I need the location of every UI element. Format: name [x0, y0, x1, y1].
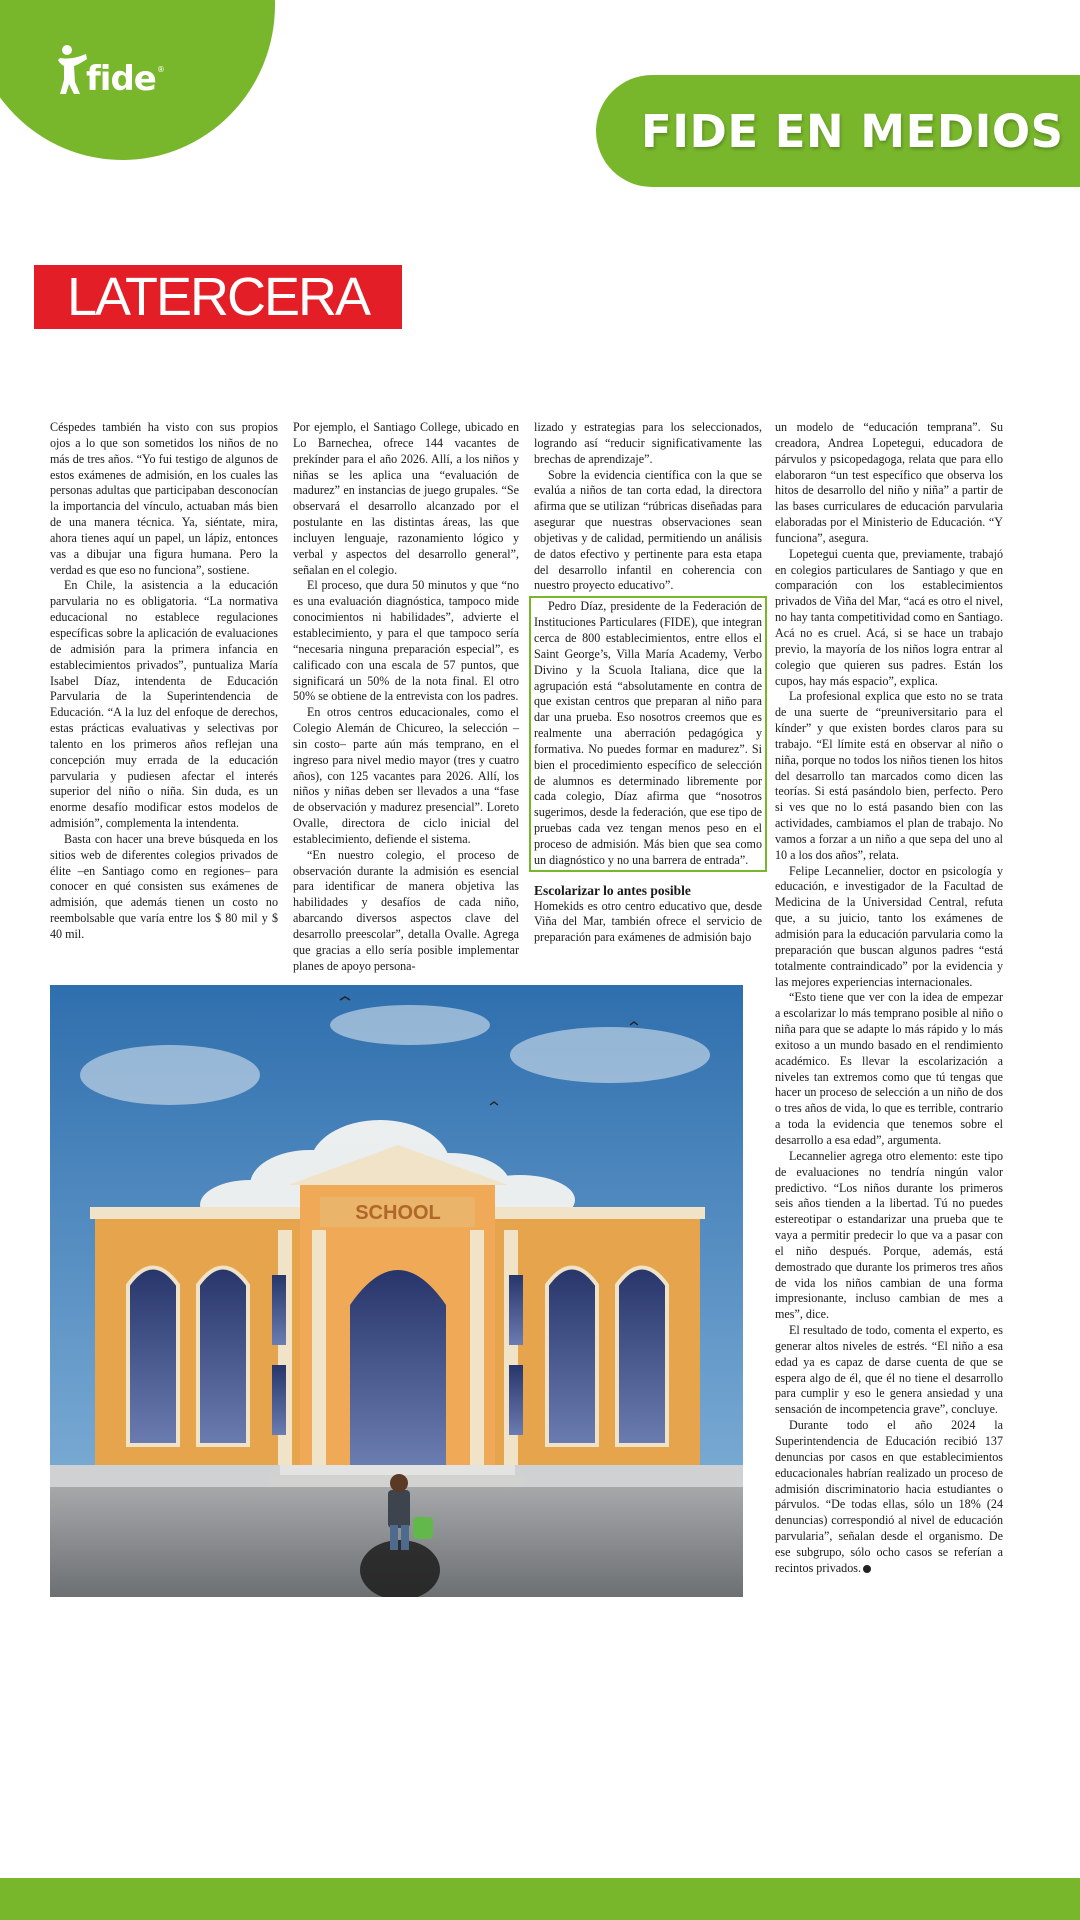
school-illustration: [50, 985, 743, 1597]
masthead-title: LATERCERA: [66, 267, 370, 327]
paragraph: “En nuestro colegio, el proceso de observación durante la admisión es esencial para identificar de manera objetiva las habilidades y desafíos de cada niño, abarcando diversos aspectos clave del desarrollo preescolar”, detalla Ovalle. Agrega que gracias a ello sería posible implementar planes de apoyo persona-: [293, 847, 519, 973]
paragraph: lizado y estrategias para los seleccionados, logrando así “reducir significativamente las brechas de aprendizaje”.: [534, 420, 762, 466]
paragraph: El proceso, que dura 50 minutos y que “no es una evaluación diagnóstica, tampoco mide conocimientos ni habilidades”, advierte el establecimiento, y para el que tampoco sería “necesaria ninguna preparación especial”, es calificado con una escala de 57 puntos, que significará un 50% de la nota final. El otro 50% se obtiene de la entrevista con los padres.: [293, 578, 519, 704]
paragraph: En otros centros educacionales, como el Colegio Alemán de Chicureo, la selección –sin costo– parte aún más temprano, en el ingreso para nivel medio mayor (tres y cuatro años), con 125 vacantes para 2026. Allí, los niños y niñas deben ser llevados a una “fase de observación y madurez presencial”. Loreto Ovalle, directora de ciclo inicial del establecimiento, defiende el sistema.: [293, 705, 519, 846]
jumping-figure-icon: [58, 44, 88, 96]
highlighted-paragraph: Pedro Díaz, presidente de la Federación de Instituciones Particulares (FIDE), que integran cerca de 800 establecimientos, entre ellos el Saint George’s, Villa María Academy, Verbo Divino y la Scuola Italiana, dice que la agrupación está “absolutamente en contra de que existan centros que preparan al niño para dar una prueba. Eso nosotros creemos que es realmente una aberración pedagógica y formativa. No puedes formar en madurez”. Si bien el procedimiento específico de selección de alumnos es determinado libremente por cada colegio, Díaz afirma que “nosotros sugerimos, desde la federación, que ese tipo de pruebas cada vez tengan menos peso en el proceso de admisión. Más bien que sea como un diagnóstico y no una barrera de entrada”.: [534, 599, 762, 867]
paragraph: Por ejemplo, el Santiago College, ubicado en Lo Barnechea, ofrece 144 vacantes de prekínder para el año 2026. Allí, a los niños y niñas se les aplica una “evaluación de madurez” en instancias de juego grupales. “Se observará el desarrollo alcanzado por el postulante en las distintas áreas, las que incluyen lenguaje, razonamiento lógico y verbal y aspectos del desarrollo general”, señalan en el colegio.: [293, 420, 519, 577]
paragraph: Felipe Lecannelier, doctor en psicología y educación, e investigador de la Facultad de Medicina de la Universidad Central, refuta que, a su juicio, tanto los exámenes de admisión para la educación parvularia como la preparación que buscan algunos padres “está totalmente contraindicado” por la evidencia y las mejores experiencias internacionales.: [775, 863, 1003, 989]
paragraph: La profesional explica que esto no se trata de una suerte de “preuniversitario para el kínder” y que existen bordes claros para su trabajo. “El límite está en observar al niño o niña, porque no todos los niños tienen los hitos del desarrollo tan marcados como dicen las teorías. Si está pasándolo bien, perfecto. Pero si ves que no lo está pasando bien con las actividades, cambiamos el plan de trabajo. No vamos a forzar a un niño a que sepa del uno al 10 a los dos años”, relata.: [775, 689, 1003, 862]
fide-quote-highlight: [529, 596, 767, 871]
paragraph: Céspedes también ha visto con sus propios ojos a lo que son sometidos los niños de no más de tres años. “Yo fui testigo de algunos de estos exámenes de admisión, en los cuales las personas adultas que participaban desconocían la importancia del vínculo, actuaban más bien de una manera técnica. Ya, siéntate, mira, ahora tienes aquí un papel, un lápiz, entonces vas a dibujar una figura humana. Pero la verdad es que eso no funciona”, sostiene.: [50, 420, 278, 577]
paragraph: un modelo de “educación temprana”. Su creadora, Andrea Lopetegui, educadora de párvulos y psicopedagoga, relata que para ello elaboraron “un test específico que observa los hitos de desarrollo del niño y niña” a partir de las bases curriculares de educación parvularia elaboradas por el Ministerio de Educación. “Y funciona”, asegura.: [775, 420, 1003, 545]
school-sign: SCHOOL: [355, 1202, 441, 1224]
end-of-article-icon: [863, 1565, 871, 1573]
paragraph: Lecannelier agrega otro elemento: este tipo de evaluaciones no tendría ningún valor predictivo. “Los niños durante los primeros seis años tienden a la libertad. Tú no puedes estereotipar o estandarizar una prueba que te vaya a permitir predecir lo que va a pasar con el niño después. Porque, además, está demostrado que durante los primeros tres años de vida los niños cambian de una forma impresionante, incluso cambian de mes a mes”, dice.: [775, 1148, 1003, 1322]
article-column-1: [50, 420, 278, 943]
paragraph: En Chile, la asistencia a la educación parvularia no es obligatoria. “La normativa educacional no establece regulaciones específicas sobre la aplicación de evaluaciones de admisión para la primera infancia en establecimientos privados”, puntualiza María Isabel Díaz, intendenta de Educación Parvularia de la Superintendencia de Educación. “A la luz del enfoque de derechos, estas prácticas evaluativas y selectivas por talento en los primeros años reflejan una concepción muy errada de la educación parvularia y pudiesen afectar el interés superior del niño o niña. Sin duda, es un enorme desafío modificar estos modelos de admisión”, complementa la intendenta.: [50, 578, 278, 831]
section-title: FIDE EN MEDIOS: [641, 104, 1064, 158]
article-column-2: [293, 420, 519, 975]
paragraph: Homekids es otro centro educativo que, desde Viña del Mar, también ofrece el servicio de preparación para exámenes de admisión bajo: [534, 898, 762, 945]
newspaper-masthead: [34, 265, 402, 329]
paragraph: Sobre la evidencia científica con la que se evalúa a niños de tan corta edad, la directora afirma que se utilizan “rúbricas diseñadas para asegurar que nuestras observaciones sean objetivas y de calidad, permitiendo un análisis de datos efectivo y pertinente para esta etapa del desarrollo infantil en coherencia con nuestro proyecto educativo”.: [534, 467, 762, 593]
paragraph: Basta con hacer una breve búsqueda en los sitios web de diferentes colegios privados de élite –en Santiago como en regiones– para conocer en qué consisten sus exámenes de admisión, que además tienen un costo no reembolsable que varía entre los $ 80 mil y $ 40 mil.: [50, 831, 278, 941]
registered-mark: ®: [156, 65, 165, 74]
section-banner: [596, 75, 1080, 187]
fide-logo[interactable]: [58, 44, 165, 99]
paragraph: El resultado de todo, comenta el experto, es generar altos niveles de estrés. “El niño a esa edad ya es capaz de darse cuenta de que se espera algo de él, que él no tiene el desarrollo para cumplir y eso le genera ansiedad y una sensación de incompetencia grave”, concluye.: [775, 1323, 1003, 1417]
logo-wordmark: fide: [86, 59, 156, 99]
article-subheading: Escolarizar lo antes posible: [534, 882, 691, 898]
article-column-4: [775, 420, 1003, 1577]
article-column-3: [534, 420, 762, 946]
paragraph: “Esto tiene que ver con la idea de empezar a escolarizar lo más temprano posible al niño o niña para que se adapte lo más rápido y lo más exitoso a un mundo basado en el rendimiento académico. Es llevar la escolarización a niveles tan extremos como que tú tengas que hacer un proceso de selección a un niño de dos o tres años de vida, lo que es terrible, contrario a toda la evidencia que tenemos sobre el desarrollo a esa edad”, argumenta.: [775, 990, 1003, 1147]
paragraph: Durante todo el año 2024 la Superintendencia de Educación recibió 137 denuncias por casos en que establecimientos educacionales habrían realizado un proceso de admisión discriminatorio hacia estudiantes o párvulos. “De todas ellas, sólo un 18% (24 denuncias) correspondió al nivel de educación parvularia”, señalan desde el organismo. De ese subgrupo, sólo ocho casos se referían a recintos privados.: [775, 1418, 1003, 1575]
footer-bar: [0, 1878, 1080, 1920]
paragraph: Lopetegui cuenta que, previamente, trabajó en colegios particulares de Santiago y que en comparación con los establecimientos privados de Viña del Mar, “acá es otro el nivel, no hay tanta competitividad como en Santiago. Acá no es cruel. Acá, si se hace un trabajo previo, la mayoría de los niños logra entrar al colegio que quieren sus padres. Están los cupos, hay más espacio”, explica.: [775, 546, 1003, 688]
